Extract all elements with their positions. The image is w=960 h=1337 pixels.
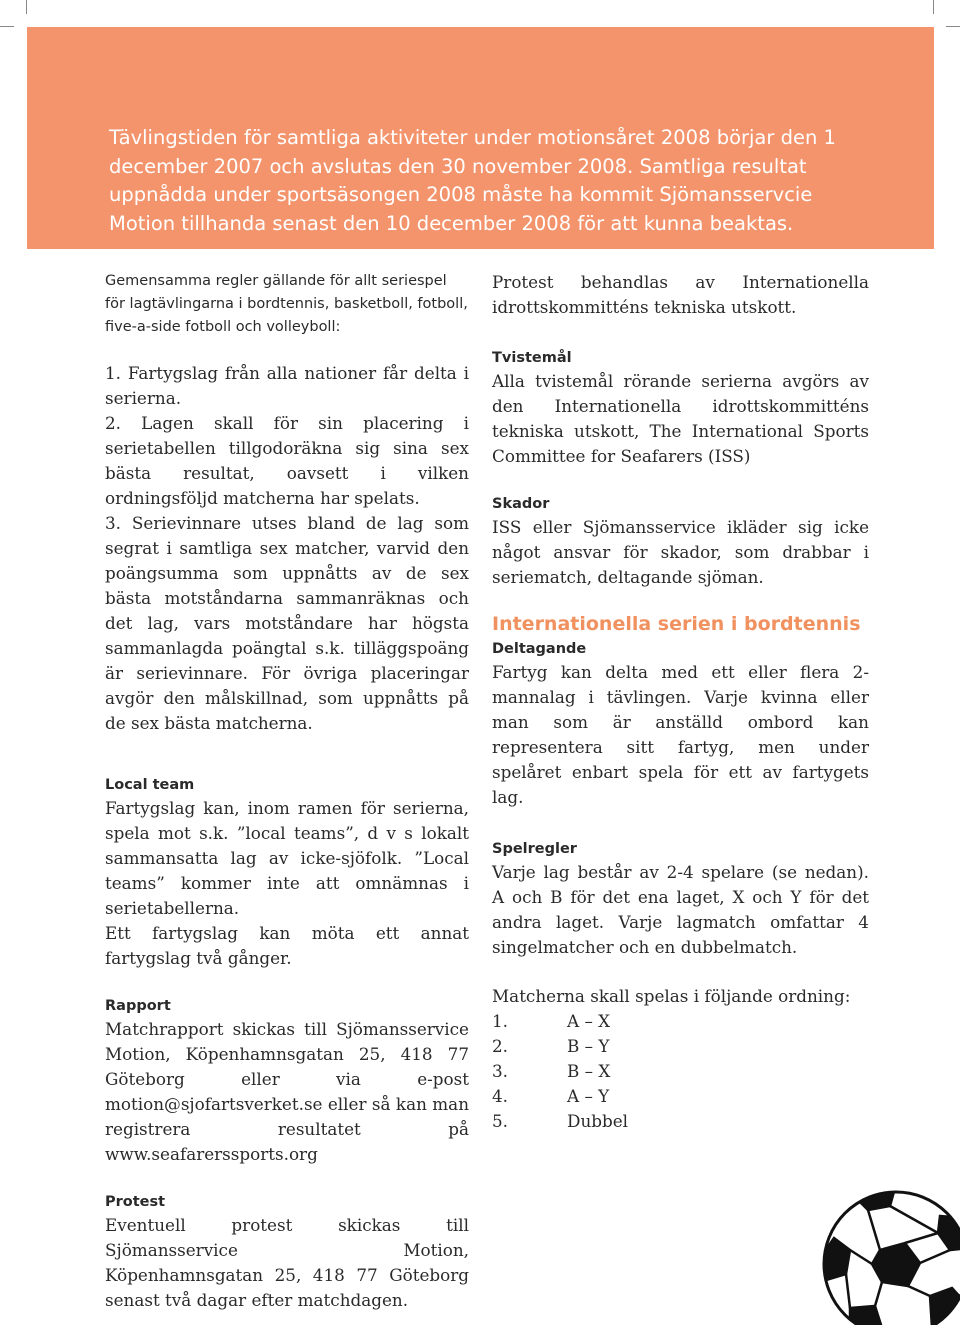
crop-mark bbox=[933, 0, 934, 14]
rule-1: 1. Fartygslag från alla nationer får delta i serierna. bbox=[105, 363, 469, 408]
protest-heading: Protest bbox=[105, 1194, 166, 1210]
protest-section bbox=[105, 1191, 469, 1313]
rules-intro: Gemensamma regler gällande för allt seriespel för lagtävlingarna i bordtennis, basketboll, fotboll, five-a-side fotboll och volleyboll: bbox=[105, 273, 468, 335]
order-intro: Matcherna skall spelas i följande ordning: bbox=[492, 986, 851, 1006]
list-item: 1. A – X bbox=[492, 1011, 611, 1031]
list-item: 2. B – Y bbox=[492, 1036, 610, 1056]
left-column bbox=[105, 270, 469, 1337]
tvistemal-heading: Tvistemål bbox=[492, 350, 572, 366]
deltagande-text: Fartyg kan delta med ett eller flera 2-mannalag i tävlingen. Varje kvinna eller man som är anställd ombord kan representera sitt fartyg, men under spelåret enbart spela för ett av fartygets lag. bbox=[492, 662, 869, 807]
local-team-text-2: Ett fartygslag kan möta ett annat fartygslag två gånger. bbox=[105, 923, 469, 968]
tvistemal-section bbox=[492, 347, 869, 469]
soccer-ball-icon bbox=[820, 1188, 960, 1325]
local-team-heading: Local team bbox=[105, 777, 195, 793]
rule-3: 3. Serievinnare utses bland de lag som segrat i samtliga sex matcher, varvid den poängsumma som uppnåtts av de sex bästa motståndarna sammanräknas och det lag, vars motståndare har högsta sammanlagda poängtal s.k. tilläggspoäng är serievinnare. För övriga placeringar avgör den målskillnad, som uppnåtts på de sex bästa matcherna. bbox=[105, 513, 469, 733]
skador-section bbox=[492, 493, 869, 590]
protest-text: Eventuell protest skickas till Sjömansservice Motion, Köpenhamnsgatan 25, 418 77 Göteborg senast två dagar efter matchdagen. bbox=[105, 1215, 469, 1310]
tvistemal-text: Alla tvistemål rörande serierna avgörs av den Internationella idrottskommitténs tekniska utskott, The International Sports Committee for Seafarers (ISS) bbox=[492, 371, 869, 466]
skador-heading: Skador bbox=[492, 496, 550, 512]
local-team-text: Fartygslag kan, inom ramen för serierna, spela mot s.k. ”local teams”, d v s lokalt sammansatta lag av icke-sjöfolk. ”Local teams” kommer inte att omnämnas i serietabellerna. bbox=[105, 798, 469, 918]
rule-2: 2. Lagen skall för sin placering i serietabellen tillgodoräkna sig sina sex bästa resultat, oavsett i vilken ordningsföljd matcherna har spelats. bbox=[105, 413, 469, 508]
crop-mark bbox=[26, 0, 27, 14]
skador-text: ISS eller Sjömansservice ikläder sig icke något ansvar för skador, som drabbar i seriematch, deltagande sjöman. bbox=[492, 517, 869, 587]
rapport-text: Matchrapport skickas till Sjömansservice Motion, Köpenhamnsgatan 25, 418 77 Göteborg eller via e-post motion@sjofartsverket.se eller så kan man registrera resultatet på www.seafarerssports.org bbox=[105, 1019, 469, 1164]
match-order-list bbox=[492, 1009, 869, 1134]
deltagande-section bbox=[492, 638, 869, 810]
list-item: 4. A – Y bbox=[492, 1086, 610, 1106]
banner-text: Tävlingstiden för samtliga aktiviteter under motionsåret 2008 börjar den 1 december 2007 och avslutas den 30 november 2008. Samtliga resultat uppnådda under sportsäsongen 2008 måste ha kommit Sjömansservcie Motion tillhanda senast den 10 december 2008 för att kunna beaktas. bbox=[109, 126, 836, 235]
crop-mark bbox=[946, 26, 960, 27]
section-title: Internationella serien i bordtennis bbox=[492, 613, 861, 635]
crop-mark bbox=[0, 26, 14, 27]
deltagande-heading: Deltagande bbox=[492, 641, 587, 657]
list-item: 5. Dubbel bbox=[492, 1111, 629, 1131]
local-team-section bbox=[105, 774, 469, 971]
rapport-section bbox=[105, 995, 469, 1167]
spelregler-heading: Spelregler bbox=[492, 841, 577, 857]
right-column bbox=[492, 270, 869, 1134]
rapport-heading: Rapport bbox=[105, 998, 171, 1014]
spelregler-section bbox=[492, 838, 869, 960]
spelregler-text: Varje lag består av 2-4 spelare (se nedan). A och B för det ena laget, X och Y för det andra laget. Varje lagmatch omfattar 4 singelmatcher och en dubbelmatch. bbox=[492, 862, 869, 957]
protest-note: Protest behandlas av Internationella idrottskommitténs tekniska utskott. bbox=[492, 272, 869, 317]
list-item: 3. B – X bbox=[492, 1061, 611, 1081]
